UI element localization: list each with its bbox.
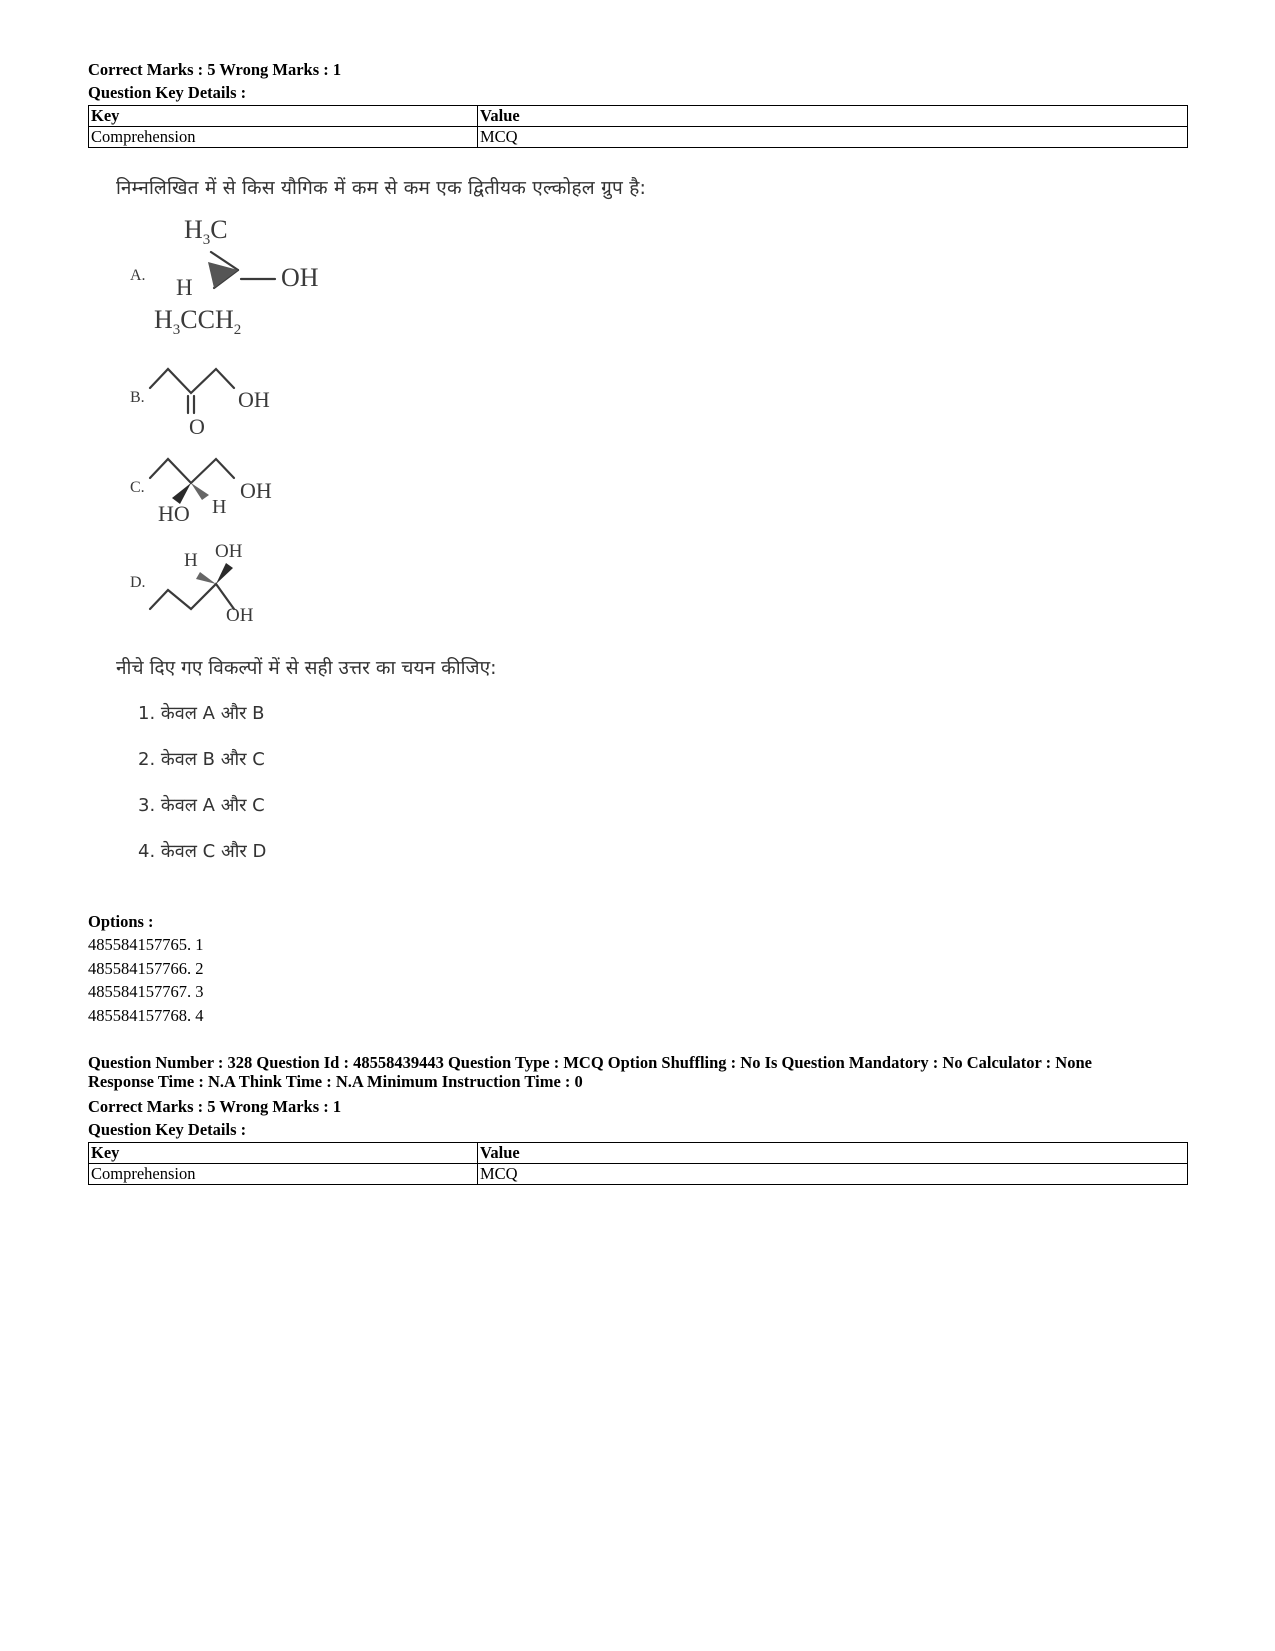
structure-d-h: H	[184, 550, 198, 571]
q2-key-table	[88, 1142, 1188, 1185]
choice-2: 2. केवल B और C	[138, 749, 265, 770]
structure-c-hashed-wedge	[191, 483, 209, 500]
structure-d-solid-wedge	[216, 563, 233, 584]
q2-table-header-key: Key	[89, 1143, 478, 1164]
structure-c-label: C.	[130, 479, 145, 496]
structure-d-oh-top: OH	[215, 541, 243, 562]
structure-c-oh: OH	[240, 478, 272, 503]
question-328-block	[88, 1053, 1188, 1185]
q2-table-header-value: Value	[478, 1143, 1188, 1164]
question-stem: निम्नलिखित में से किस यौगिक में कम से कम एक द्वितीयक एल्कोहल ग्रुप है:	[116, 177, 647, 199]
q1-table-row	[89, 127, 1188, 148]
structure-d-hashed-wedge	[196, 572, 216, 584]
structure-b-oh: OH	[238, 387, 270, 412]
q1-key-details-label: Question Key Details :	[88, 83, 247, 102]
q2-marks-line: Correct Marks : 5 Wrong Marks : 1	[88, 1097, 342, 1116]
q2-info-line-2: Response Time : N.A Think Time : N.A Minimum Instruction Time : 0	[88, 1072, 583, 1091]
choice-3: 3. केवल A और C	[138, 795, 265, 816]
structure-d-label: D.	[130, 574, 146, 591]
structure-d-chain	[150, 584, 234, 609]
options-label: Options :	[88, 912, 154, 931]
option-1: 485584157765. 1	[88, 935, 204, 954]
question-image	[88, 166, 788, 906]
option-3: 485584157767. 3	[88, 982, 204, 1001]
option-2: 485584157766. 2	[88, 958, 204, 978]
q2-key-details-label: Question Key Details :	[88, 1120, 247, 1139]
structure-a-h: H	[176, 275, 193, 300]
structure-b-label: B.	[130, 389, 145, 406]
structure-a-label: A.	[130, 267, 146, 284]
question-instruction: नीचे दिए गए विकल्पों में से सही उत्तर का चयन कीजिए:	[116, 657, 497, 679]
structure-b-chain	[150, 369, 234, 393]
page	[88, 58, 1188, 1185]
structure-d-oh-bottom: OH	[226, 605, 254, 626]
choice-4: 4. केवल C और D	[138, 841, 267, 862]
q2-table-header-row	[89, 1143, 1188, 1164]
q1-table-row-key: Comprehension	[89, 127, 478, 148]
structure-c-chain	[150, 459, 234, 483]
q2-info-line-1: Question Number : 328 Question Id : 48558439443 Question Type : MCQ Option Shuffling : No Is Question Mandatory : No Calculator : None	[88, 1053, 1092, 1072]
structure-c-h: H	[212, 496, 227, 518]
q2-table-row-value: MCQ	[478, 1164, 1188, 1185]
q1-key-table	[88, 105, 1188, 148]
structure-b-o: O	[189, 414, 205, 439]
q2-table-row	[89, 1164, 1188, 1185]
structure-c-ho: HO	[158, 501, 190, 526]
q1-table-header-value: Value	[478, 106, 1188, 127]
option-4: 485584157768. 4	[88, 1005, 204, 1025]
structure-a-h3c: $H_3C$	[184, 215, 228, 248]
q1-marks-line: Correct Marks : 5 Wrong Marks : 1	[88, 60, 342, 79]
q2-table-row-key: Comprehension	[89, 1164, 478, 1185]
structure-a-ethyl: $H_3CCH_2$	[154, 305, 242, 338]
q1-table-row-value: MCQ	[478, 127, 1188, 148]
choice-1: 1. केवल A और B	[138, 703, 265, 724]
q1-table-header-key: Key	[89, 106, 478, 127]
structure-a-oh: OH	[281, 263, 319, 292]
q1-table-header-row	[89, 106, 1188, 127]
